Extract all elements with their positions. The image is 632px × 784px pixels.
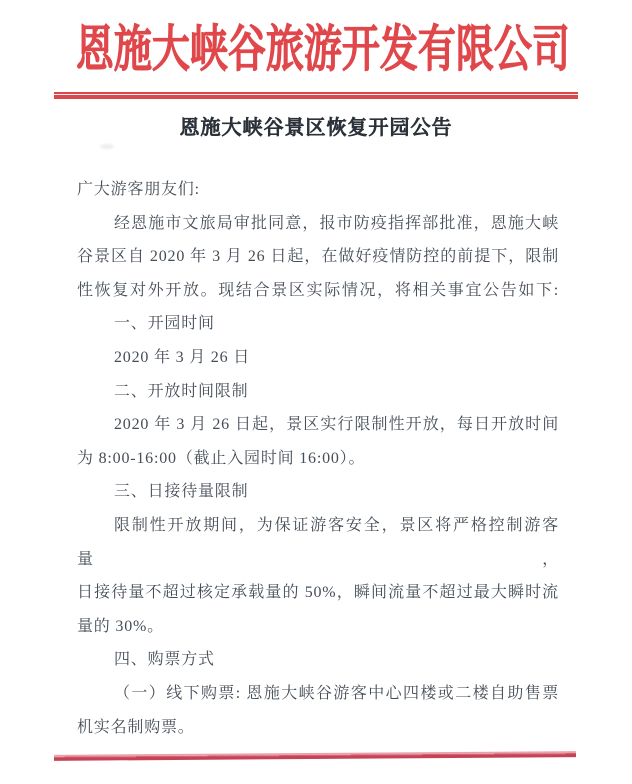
text-line: 为 8:00-16:00（截止入园时间 16:00）。: [77, 449, 366, 467]
text-line: 2020 年 3 月 26 日: [114, 348, 250, 366]
text-line: 二、开放时间限制: [114, 382, 249, 400]
text-line: 一、开园时间: [114, 315, 215, 333]
text-line: 2020 年 3 月 26 日起，景区实行限制性开放，每日开放时间: [114, 416, 559, 434]
text-line: 谷景区自 2020 年 3 月 26 日起，在做好疫情防控的前提下，限制: [77, 248, 559, 266]
text-line: 性恢复对外开放。现结合景区实际情况，将相关事宜公告如下:: [77, 281, 559, 299]
paragraph: [77, 173, 559, 207]
paragraph: [77, 341, 559, 375]
text-line: 机实名制购票。: [77, 718, 195, 736]
text-line: 经恩施市文旅局审批同意，报市防疫指挥部批准，恩施大峡: [114, 214, 559, 232]
text-line: （一）线下购票: 恩施大峡谷游客中心四楼或二楼自助售票: [114, 684, 559, 702]
document-body: [77, 173, 559, 744]
paragraph: [77, 509, 559, 643]
document-title: 恩施大峡谷景区恢复开园公告: [179, 117, 453, 139]
company-letterhead: 恩施大峡谷旅游开发有限公司: [75, 21, 570, 77]
paragraph: [77, 207, 559, 308]
scan-smudge: [100, 144, 114, 149]
text-line: 量的 30%。: [77, 617, 164, 635]
text-line: 三、日接待量限制: [114, 483, 249, 501]
paragraph: [77, 475, 559, 509]
text-line: 广大游客朋友们:: [77, 181, 200, 198]
paragraph: [77, 677, 559, 744]
text-line: 日接待量不超过核定承载量的 50%，瞬间流量不超过最大瞬时流: [77, 584, 559, 602]
text-line: 四、购票方式: [114, 651, 215, 669]
paragraph: [77, 643, 559, 677]
letterhead-rule: [54, 92, 578, 99]
text-line: 限制性开放期间，为保证游客安全，景区将严格控制游客量，: [77, 516, 559, 568]
paragraph: [77, 375, 559, 409]
paragraph: [77, 408, 559, 475]
paragraph: [77, 307, 559, 341]
footer-rule: [54, 751, 576, 761]
